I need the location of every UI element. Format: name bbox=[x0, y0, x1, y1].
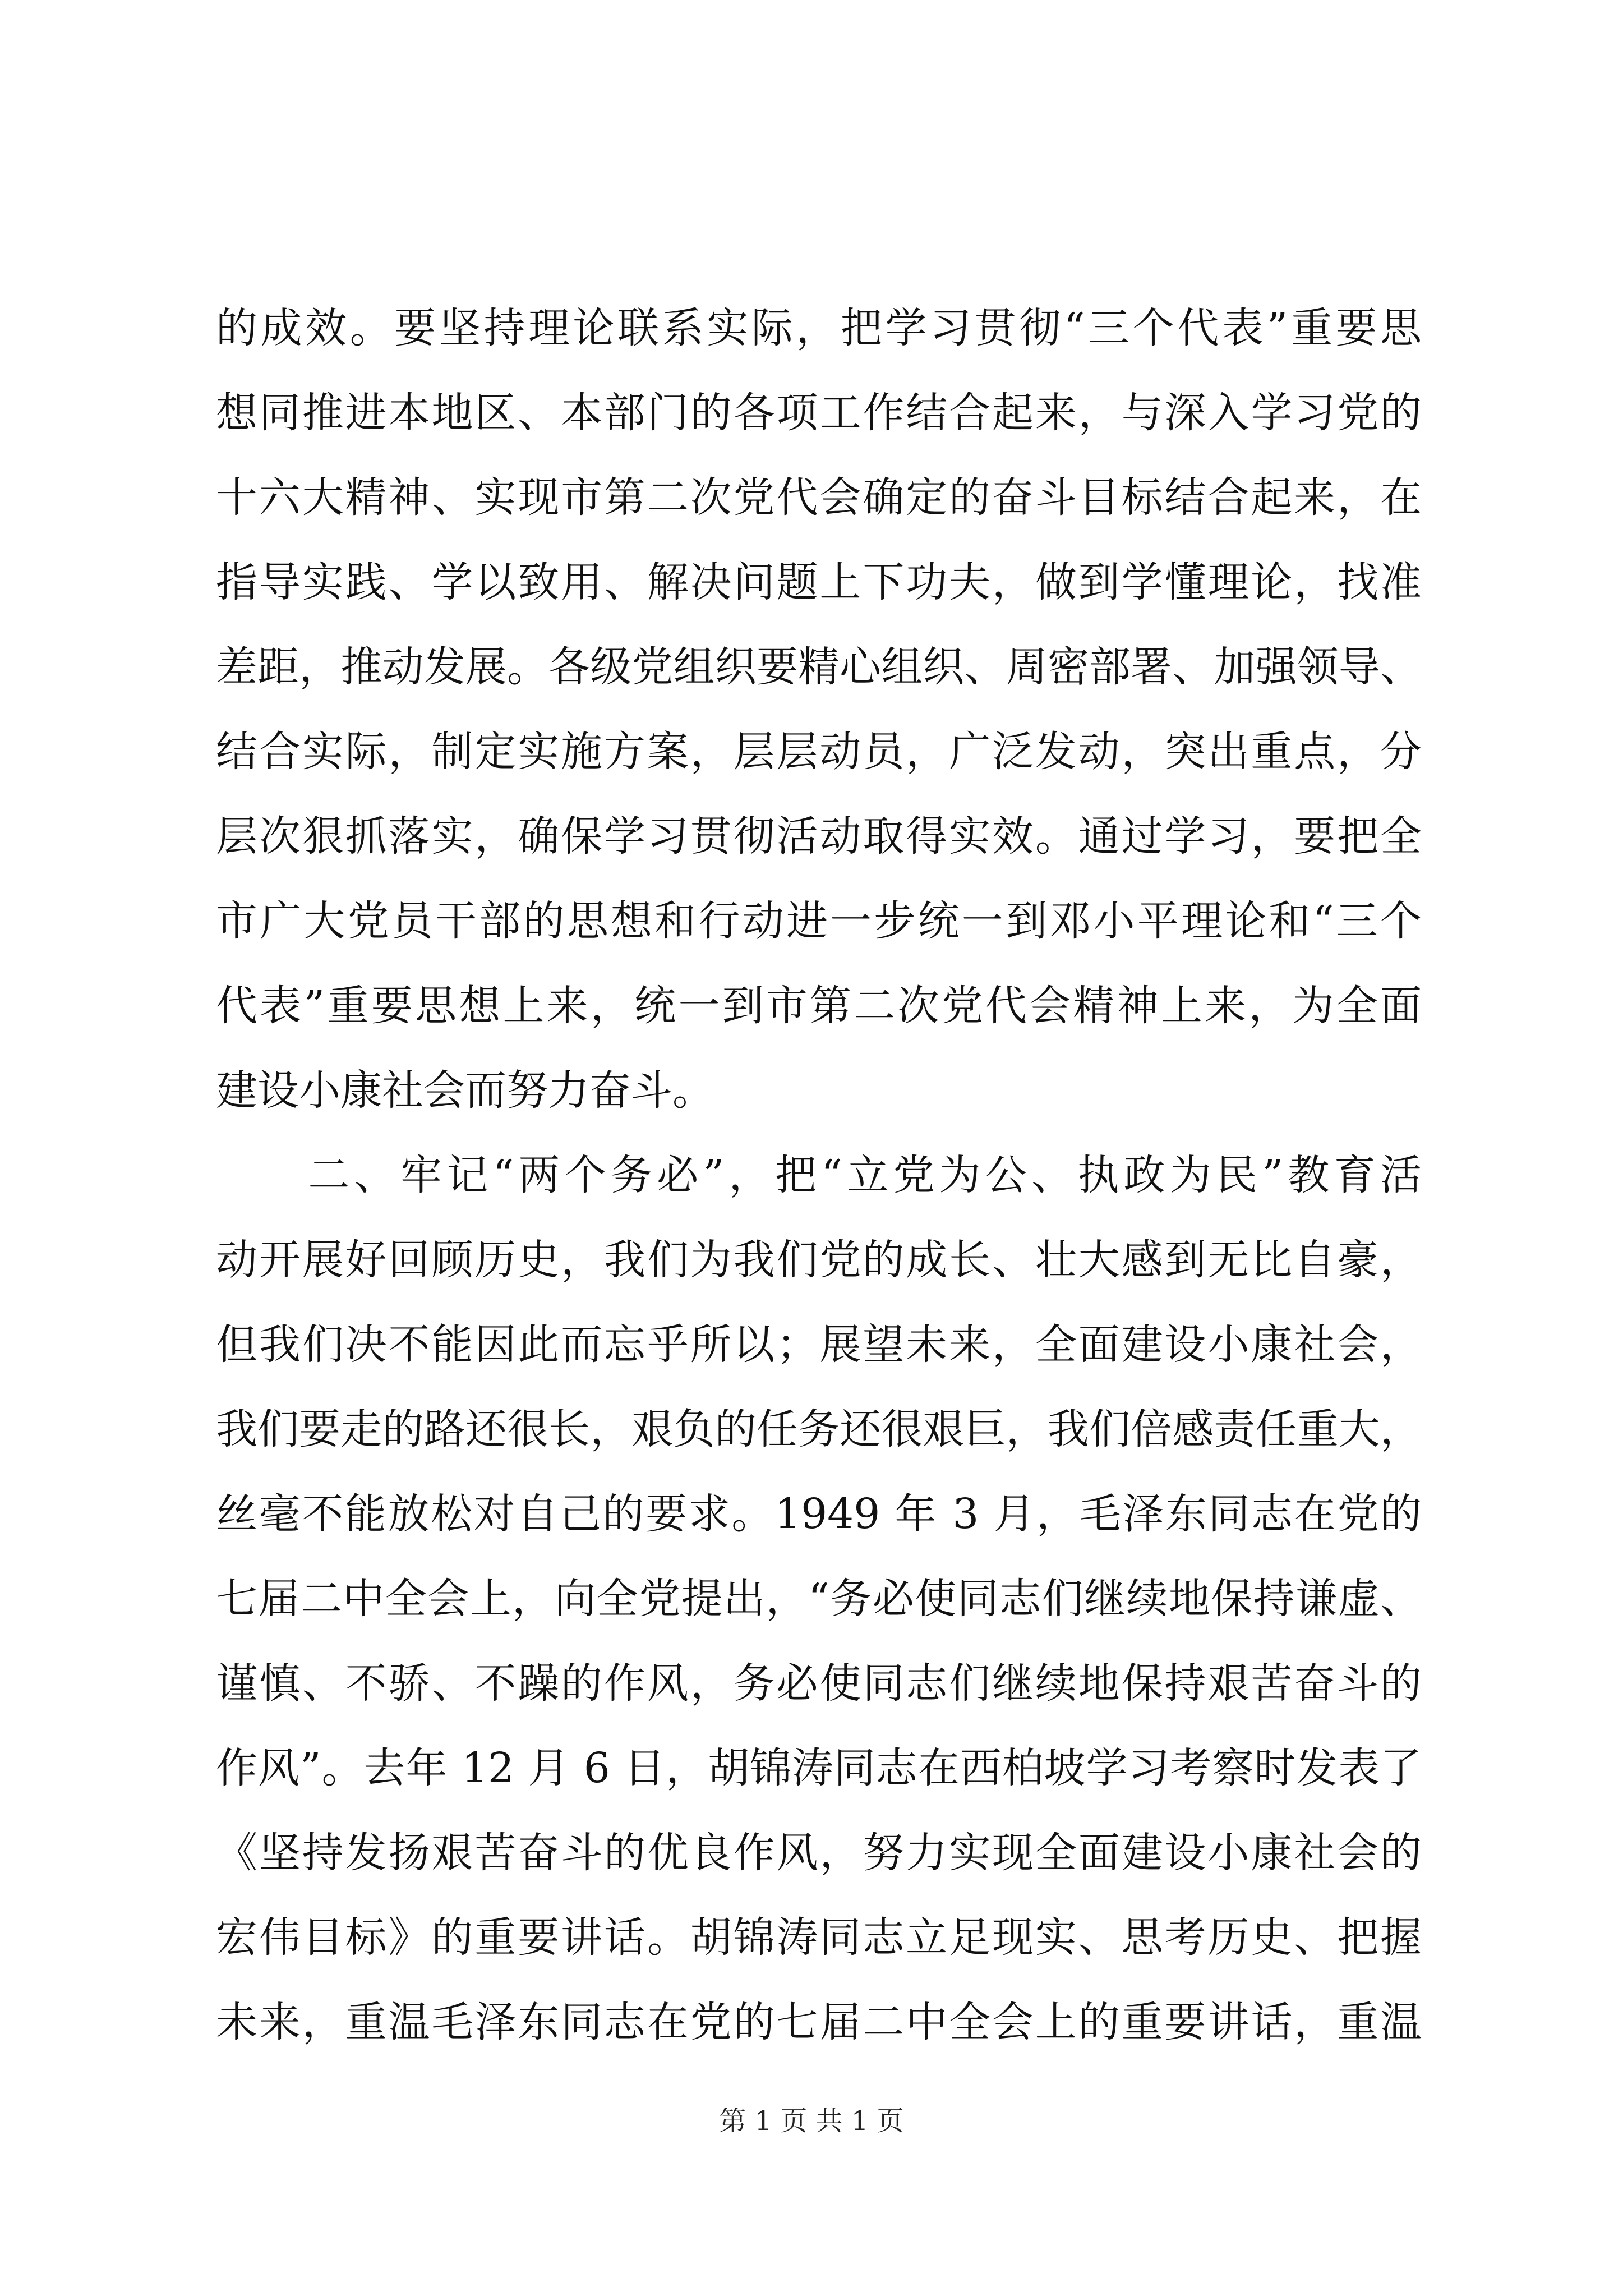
text-line: 我们要走的路还很长，艰负的任务还很艰巨，我们倍感责任重大， bbox=[216, 1405, 1422, 1453]
text-line: 七届二中全会上，向全党提出，“务必使同志们继续地保持谦虚、 bbox=[216, 1575, 1422, 1623]
text-line: 指导实践、学以致用、解决问题上下功夫，做到学懂理论，找准 bbox=[216, 558, 1422, 606]
text-line: 动开展好回顾历史，我们为我们党的成长、壮大感到无比自豪， bbox=[216, 1236, 1422, 1284]
text-line: 《坚持发扬艰苦奋斗的优良作风，努力实现全面建设小康社会的 bbox=[216, 1829, 1422, 1877]
page-footer bbox=[0, 2101, 1623, 2141]
text-line: 层次狠抓落实，确保学习贯彻活动取得实效。通过学习，要把全 bbox=[216, 812, 1422, 861]
text-line: 结合实际，制定实施方案，层层动员，广泛发动，突出重点，分 bbox=[216, 728, 1422, 776]
text-line: 十六大精神、实现市第二次党代会确定的奋斗目标结合起来，在 bbox=[216, 473, 1422, 522]
text-line: 想同推进本地区、本部门的各项工作结合起来，与深入学习党的 bbox=[216, 389, 1422, 437]
body-text bbox=[216, 286, 1422, 2065]
text-line: 的成效。要坚持理论联系实际，把学习贯彻“三个代表”重要思 bbox=[216, 304, 1422, 352]
text-line: 谨慎、不骄、不躁的作风，务必使同志们继续地保持艰苦奋斗的 bbox=[216, 1659, 1422, 1708]
text-line: 代表”重要思想上来，统一到市第二次党代会精神上来，为全面 bbox=[216, 982, 1422, 1030]
text-line: 市广大党员干部的思想和行动进一步统一到邓小平理论和“三个 bbox=[216, 897, 1422, 945]
text-line: 作风”。去年 12 月 6 日，胡锦涛同志在西柏坡学习考察时发表了 bbox=[216, 1744, 1422, 1792]
text-line: 建设小康社会而努力奋斗。 bbox=[216, 1066, 714, 1115]
text-line: 但我们决不能因此而忘乎所以；展望未来，全面建设小康社会， bbox=[216, 1320, 1422, 1369]
text-line: 差距，推动发展。各级党组织要精心组织、周密部署、加强领导、 bbox=[216, 643, 1422, 691]
text-line: 丝毫不能放松对自己的要求。1949 年 3 月，毛泽东同志在党的 bbox=[216, 1490, 1422, 1538]
page-number: 第 1 页 共 1 页 bbox=[719, 2105, 904, 2137]
text-line: 二、牢记“两个务必”，把“立党为公、执政为民”教育活 bbox=[216, 1151, 1422, 1199]
text-line: 未来，重温毛泽东同志在党的七届二中全会上的重要讲话，重温 bbox=[216, 1998, 1422, 2046]
text-line: 宏伟目标》的重要讲话。胡锦涛同志立足现实、思考历史、把握 bbox=[216, 1913, 1422, 1962]
